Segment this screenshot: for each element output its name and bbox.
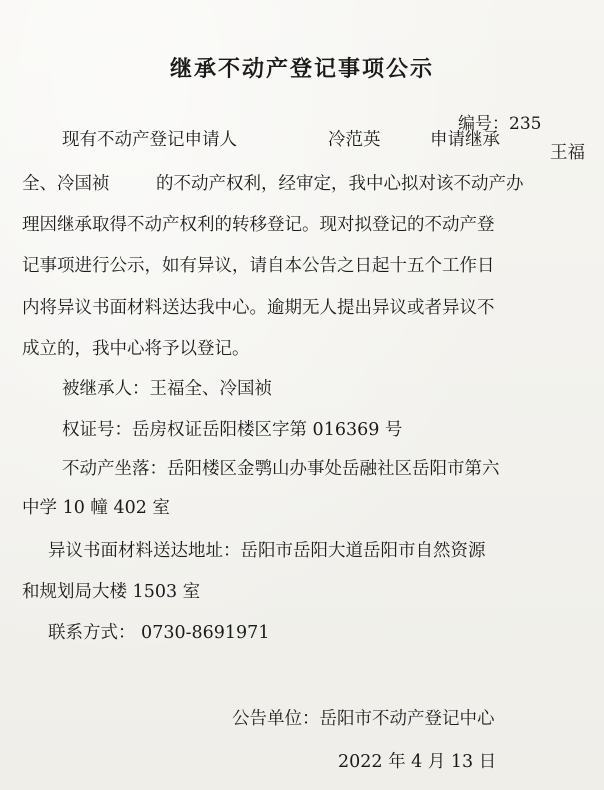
certificate-line: 权证号：岳房权证岳阳楼区字第 016369 号 [62, 420, 403, 440]
body-line-2a: 全、冷国祯 [22, 174, 110, 194]
location-line-1: 不动产坐落：岳阳楼区金鹗山办事处岳融社区岳阳市第六 [62, 459, 500, 479]
applicant-name: 冷范英 [328, 130, 381, 150]
objection-address-line-1: 异议书面材料送达地址：岳阳市岳阳大道岳阳市自然资源 [48, 541, 486, 561]
decedent-line: 被继承人：王福全、冷国祯 [62, 379, 272, 399]
body-line-2b: 的不动产权利，经审定，我中心拟对该不动产办 [156, 174, 524, 194]
body-line-3: 理因继承取得不动产权利的转移登记。现对拟登记的不动产登 [22, 215, 495, 235]
announcing-organization: 公告单位：岳阳市不动产登记中心 [232, 709, 495, 729]
location-line-2: 中学 10 幢 402 室 [22, 498, 170, 518]
document-title: 继承不动产登记事项公示 [169, 57, 434, 82]
announcement-date: 2022 年 4 月 13 日 [338, 752, 497, 772]
body-line-6: 成立的，我中心将予以登记。 [22, 339, 250, 359]
objection-address-line-2: 和规划局大楼 1503 室 [22, 582, 201, 602]
body-line-1a: 现有不动产登记申请人 [62, 130, 237, 150]
body-line-5: 内将异议书面材料送达我中心。逾期无人提出异议或者异议不 [22, 298, 495, 318]
document-number: 编号：235 [458, 114, 542, 134]
body-line-1c: 王福 [550, 143, 585, 163]
contact-line: 联系方式： 0730-8691971 [48, 623, 270, 643]
body-line-1b: 申请继承 [430, 130, 500, 150]
body-line-4: 记事项进行公示，如有异议，请自本公告之日起十五个工作日 [22, 256, 495, 276]
